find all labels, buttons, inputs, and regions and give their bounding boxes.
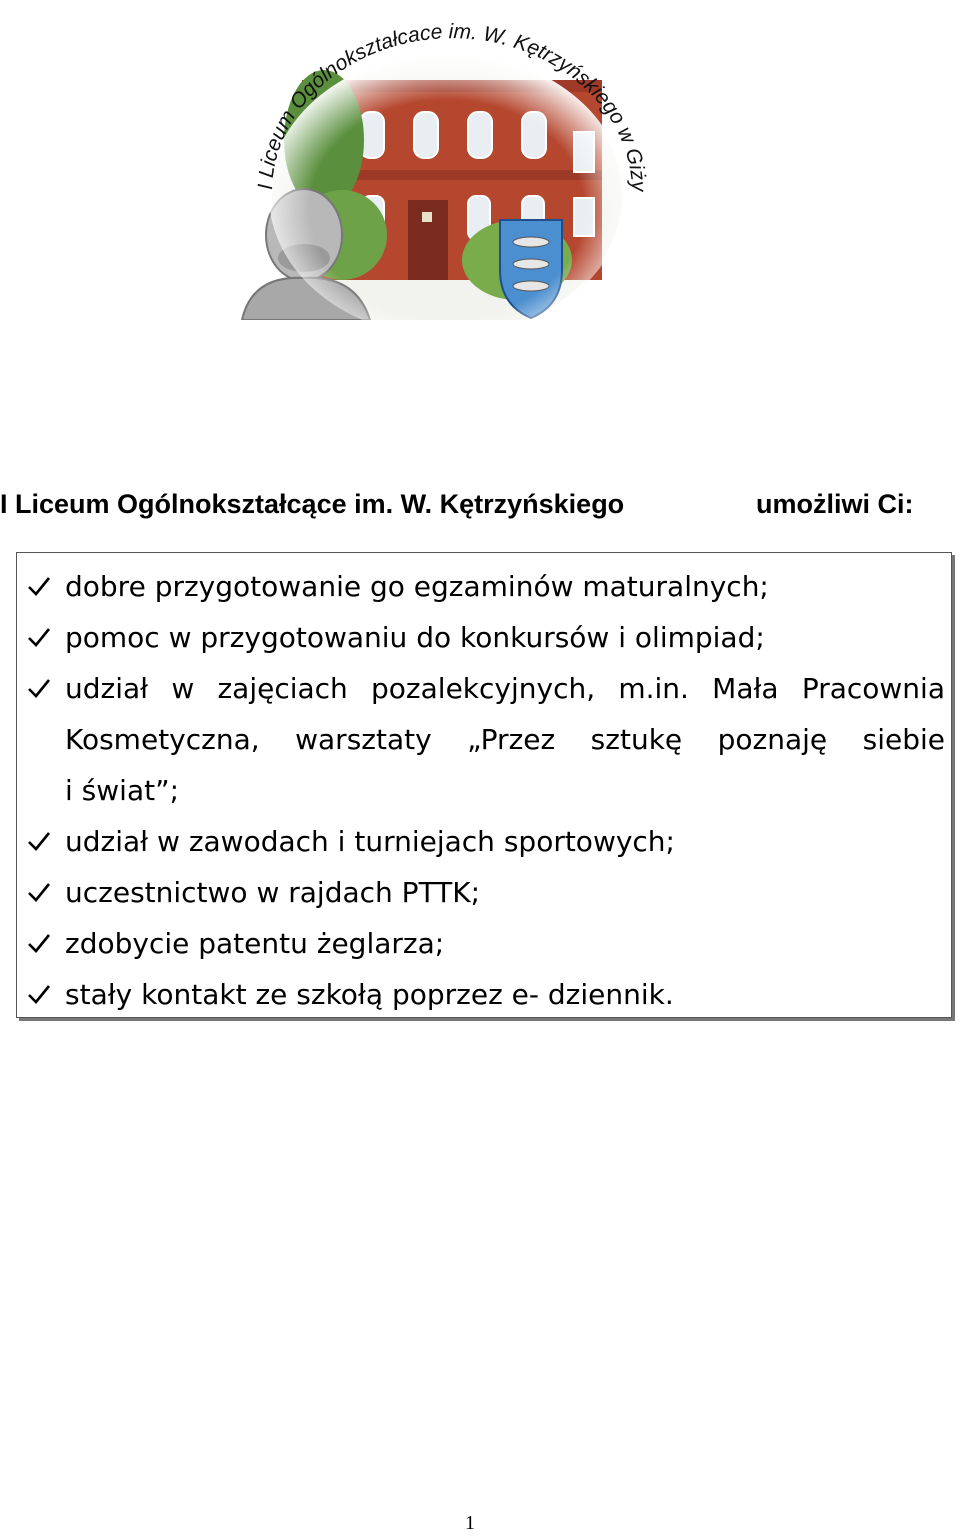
checkmark-icon	[25, 663, 55, 714]
page-number: 1	[465, 1512, 475, 1534]
checkmark-icon	[25, 816, 55, 867]
checkmark-icon	[25, 969, 55, 1020]
document-heading	[0, 484, 960, 524]
heading-offer: umożliwi Ci:	[756, 489, 914, 519]
checkmark-icon	[25, 612, 55, 663]
checkmark-icon	[25, 918, 55, 969]
checkmark-icon	[25, 561, 55, 612]
heading-school-name: I Liceum Ogólnokształcące im. W. Kętrzyńskiego	[0, 489, 625, 519]
checkmark-icon	[25, 867, 55, 918]
offer-list-box: dobre przygotowanie go egzaminów maturalnych; pomoc w przygotowaniu do konkursów i olimpiad; udział w zajęciach pozalekcyjnych, m.in. Mała Pracownia Kosmetyczna, warsztaty „Przez sztukę poznaję siebie i świat”; udział w zawodach i turniejach sportowych; uczestnictwo w rajdach PTTK; zdobycie patentu żeglarza; stały kontakt ze szkołą poprzez e- dziennik.	[16, 552, 952, 1018]
logo-ring-text: I Liceum Ogólnokształcace im. W. Kętrzyńskiego w Giży	[253, 20, 651, 192]
school-logo	[232, 20, 652, 320]
